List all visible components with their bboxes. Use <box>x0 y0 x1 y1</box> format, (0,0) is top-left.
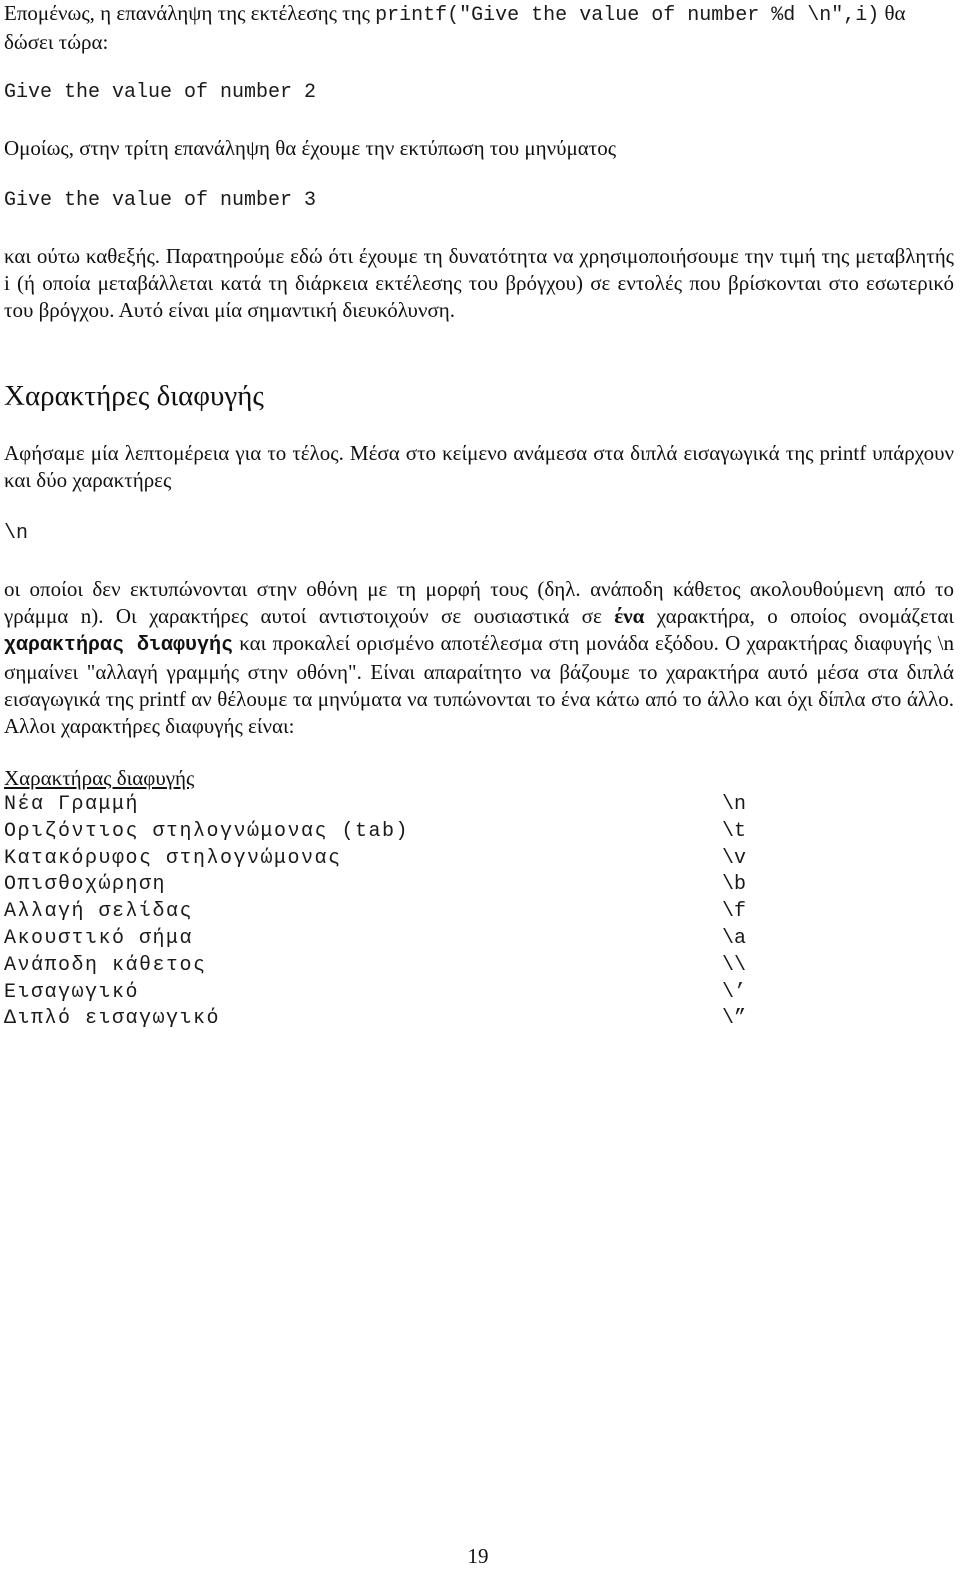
table-row <box>4 819 804 846</box>
loop-variable-paragraph: και ούτω καθεξής. Παρατηρούμε εδώ ότι έχουμε τη δυνατότητα να χρησιμοποιήσουμε την τιμή της μεταβλητής i (ή οποία μεταβάλλεται κατά τη διάρκεια εκτέλεσης του βρόγχου) σε εντολές που βρίσκονται στο εσωτερικό του βρόγχου. Αυτό είναι μία σημαντική διευκόλυνση. <box>4 244 954 322</box>
table-row <box>4 953 804 980</box>
intro-text: Επομένως, η επανάληψη της εκτέλεσης της <box>4 1 376 25</box>
table-row <box>4 980 804 1007</box>
table-row <box>4 899 804 926</box>
explanation-text-c: και προκαλεί ορισμένο αποτέλεσμα στη μονάδα εξόδου. Ο χαρακτήρας διαφυγής \n σημαίνει "αλλαγή γραμμής στην οθόνη". Είναι απαραίτητο να βάζουμε το χαρακτήρα αυτό μέσα στα διπλά εισαγωγικά της printf αν θέλουμε τα μηνύματα να τυπώνονται το ένα κάτω από το άλλο και όχι δίπλα στο άλλο. Αλλοι χαρακτήρες διαφυγής είναι: <box>4 631 954 738</box>
escape-code: \” <box>722 1007 747 1031</box>
escape-name: Διπλό εισαγωγικό <box>4 1007 221 1031</box>
escape-name: Εισαγωγικό <box>4 980 140 1004</box>
detail-paragraph: Αφήσαμε μία λεπτομέρεια για το τέλος. Μέσα στο κείμενο ανάμεσα στα διπλά εισαγωγικά της printf υπάρχουν και δύο χαρακτήρες <box>4 441 954 492</box>
escape-code: \a <box>722 926 747 950</box>
escape-sequence-example: \n <box>4 522 29 545</box>
explanation-text-b: χαρακτήρα, ο οποίος ονομάζεται <box>644 604 954 628</box>
escape-code: \t <box>722 819 747 843</box>
table-row <box>4 792 804 819</box>
escape-table <box>4 792 804 1033</box>
escape-name: Οπισθοχώρηση <box>4 873 167 897</box>
escape-table-header: Χαρακτήρας διαφυγής <box>4 766 195 790</box>
escape-name: Αλλαγή σελίδας <box>4 900 194 924</box>
escape-code: \’ <box>722 980 747 1004</box>
intro-tail: θα δώσει τώρα: <box>4 1 906 54</box>
page-number: 19 <box>467 1544 489 1568</box>
escape-code: \b <box>722 873 747 897</box>
bold-escape-term: χαρακτήρας διαφυγής <box>4 634 233 657</box>
escape-name: Κατακόρυφος στηλογνώμονας <box>4 846 342 870</box>
escape-code: \n <box>722 793 747 816</box>
program-output-2: Give the value of number 2 <box>4 81 317 104</box>
escape-name: Ακουστικό σήμα <box>4 926 194 950</box>
table-row <box>4 926 804 953</box>
intro-paragraph <box>4 0 954 56</box>
third-iteration-paragraph: Ομοίως, στην τρίτη επανάληψη θα έχουμε την εκτύπωση του μηνύματος <box>4 136 617 160</box>
escape-code: \f <box>722 900 747 924</box>
bold-one: ένα <box>614 604 645 628</box>
explanation-text-a: οι οποίοι δεν εκτυπώνονται στην οθόνη με τη μορφή τους (δηλ. ανάποδη κάθετος ακολουθούμενη από το γράμμα n). Οι χαρακτήρες αυτοί αντιστοιχούν σε ουσιαστικά σε <box>4 577 954 628</box>
table-row <box>4 846 804 873</box>
escape-name: Οριζόντιος στηλογνώμονας (tab) <box>4 819 410 843</box>
escape-code: \\ <box>722 953 747 977</box>
section-heading: Χαρακτήρες διαφυγής <box>4 380 264 412</box>
escape-name: Νέα Γραμμή <box>4 793 140 816</box>
table-row <box>4 1006 804 1033</box>
escape-code: \v <box>722 846 747 870</box>
escape-name: Ανάποδη κάθετος <box>4 953 207 977</box>
table-row <box>4 872 804 899</box>
printf-code: printf("Give the value of number %d \n",i) <box>375 4 880 27</box>
program-output-3: Give the value of number 3 <box>4 189 317 212</box>
escape-explanation-paragraph <box>4 576 954 740</box>
